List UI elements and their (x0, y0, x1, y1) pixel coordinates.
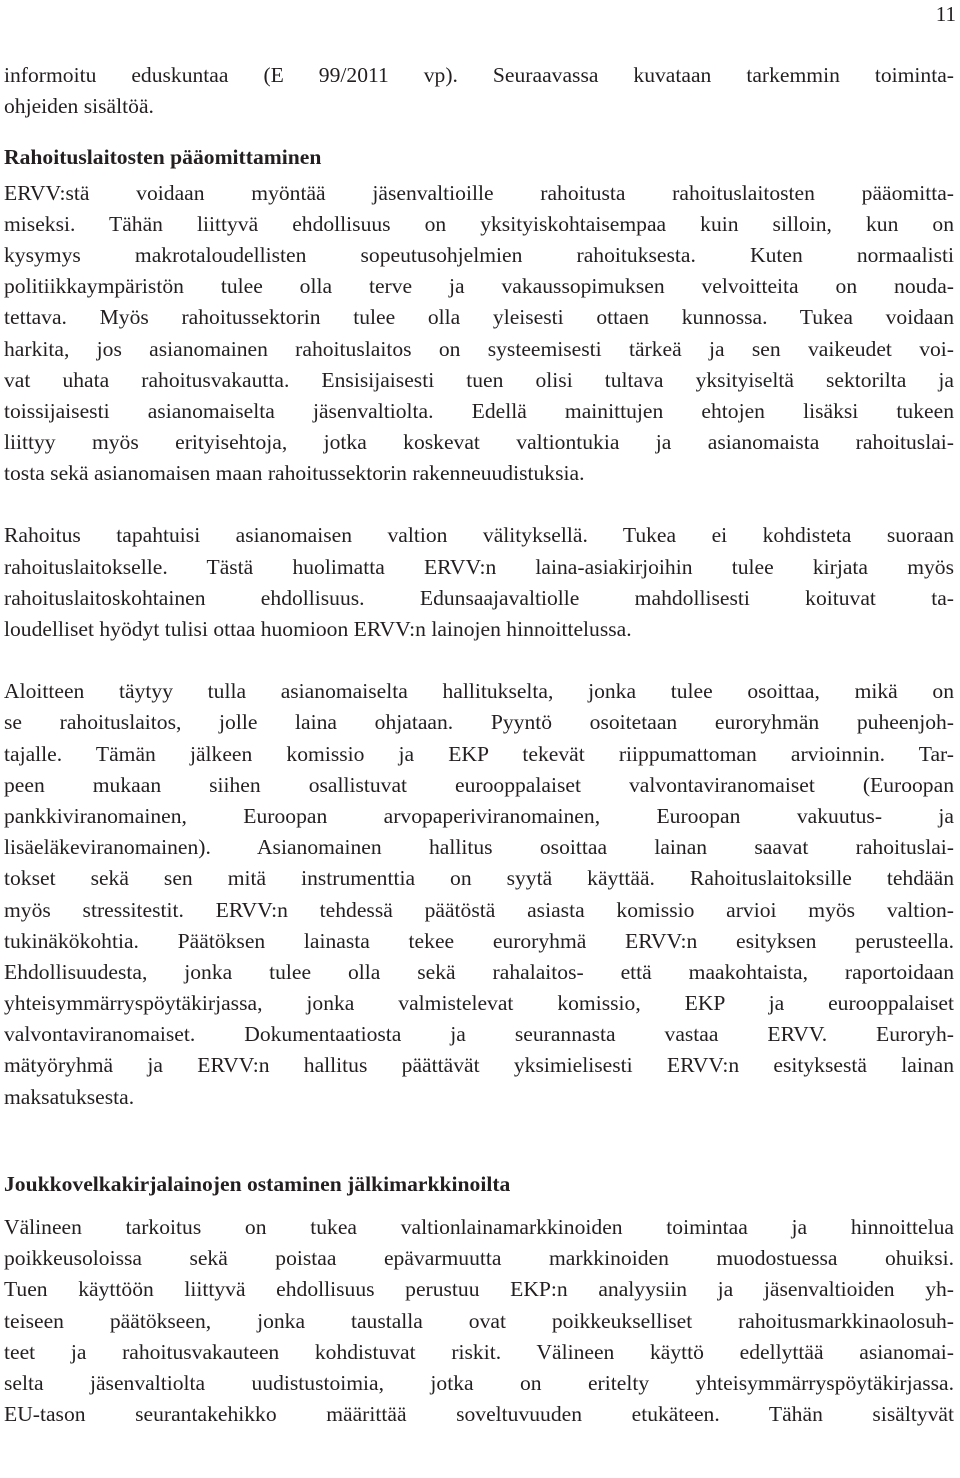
paragraph (4, 676, 954, 1113)
text-line: liittyy myös erityisehtoja, jotka koskevat valtiontukia ja asianomaista rahoituslai- (4, 430, 954, 455)
section-heading: Rahoituslaitosten pääomittaminen (4, 145, 322, 170)
text-line: tukinäkökohtia. Päätöksen lainasta tekee euroryhmä ERVV:n esityksen perusteella. (4, 928, 954, 953)
text-line: Välineen tarkoitus on tukea valtionlainamarkkinoiden toimintaa ja hinnoittelua (4, 1215, 954, 1239)
block-spacer (4, 1200, 954, 1212)
page-number: 11 (935, 2, 956, 26)
text-line: lisäeläkeviranomainen). Asianomainen hallitus osoittaa lainan saavat rahoituslai- (4, 835, 954, 860)
paragraph (4, 60, 954, 122)
text-line: loudelliset hyödyt tulisi ottaa huomioon ERVV:n lainojen hinnoittelussa. (4, 617, 632, 641)
text-line: kysymys makrotaloudellisten sopeutusohjelmien rahoituksesta. Kuten normaalisti (4, 242, 954, 267)
text-line: teet ja rahoitusvakauteen kohdistuvat riskit. Välineen käyttö edellyttää asianomai- (4, 1339, 954, 1364)
block-spacer (4, 645, 954, 676)
text-line: tokset sekä sen mitä instrumenttia on syytä käyttää. Rahoituslaitoksille tehdään (4, 866, 954, 891)
text-line: maksatuksesta. (4, 1084, 135, 1109)
text-line: tajalle. Tämän jälkeen komissio ja EKP tekevät riippumattoman arvioinnin. Tar- (4, 741, 954, 766)
block-spacer (4, 1113, 954, 1169)
text-line: toissijaisesti asianomaiselta jäsenvaltiolta. Edellä mainittujen ehtojen lisäksi tukeen (4, 398, 954, 423)
text-line: ohjeiden sisältöä. (4, 94, 154, 119)
text-line: politiikkaympäristön tulee olla terve ja vakaussopimuksen velvoitteita on nouda- (4, 274, 954, 299)
text-line: selta jäsenvaltiolta uudistustoimia, jotka on eritelty yhteisymmärryspöytäkirjassa. (4, 1370, 954, 1395)
text-line: se rahoituslaitos, jolle laina ohjataan. Pyyntö osoitetaan euroryhmän puheenjoh- (4, 710, 954, 735)
text-line: informoitu eduskuntaa (E 99/2011 vp). Seuraavassa kuvataan tarkemmin toiminta- (4, 63, 954, 87)
text-line: Rahoitus tapahtuisi asianomaisen valtion välityksellä. Tukea ei kohdisteta suoraan (4, 523, 954, 548)
paragraph (4, 178, 954, 490)
text-line: mätyöryhmä ja ERVV:n hallitus päättävät yksimielisesti ERVV:n esityksestä lainan (4, 1053, 954, 1078)
text-line: Ehdollisuudesta, jonka tulee olla sekä rahalaitos- että maakohtaista, raportoidaan (4, 959, 954, 984)
text-line: ERVV:stä voidaan myöntää jäsenvaltioille rahoitusta rahoituslaitosten pääomitta- (4, 180, 954, 205)
text-line: Tuen käyttöön liittyvä ehdollisuus perustuu EKP:n analyysiin ja jäsenvaltioiden yh- (4, 1277, 954, 1302)
text-line: pankkiviranomainen, Euroopan arvopaperiviranomainen, Euroopan vakuutus- ja (4, 803, 954, 828)
text-line: harkita, jos asianomainen rahoituslaitos on systeemisesti tärkeä ja sen vaikeudet voi- (4, 336, 954, 361)
text-line: Aloitteen täytyy tulla asianomaiselta hallitukselta, jonka tulee osoittaa, mikä on (4, 679, 954, 704)
paragraph (4, 520, 954, 645)
section-heading: Joukkovelkakirjalainojen ostaminen jälkimarkkinoilta (4, 1171, 511, 1196)
text-line: peen mukaan siihen osallistuvat eurooppalaiset valvontaviranomaiset (Euroopan (4, 772, 954, 797)
block-spacer (4, 122, 954, 142)
text-line: miseksi. Tähän liittyvä ehdollisuus on yksityiskohtaisempaa kuin silloin, kun on (4, 211, 954, 236)
text-line: teiseen päätökseen, jonka taustalla ovat poikkeukselliset rahoitusmarkkinaolosuh- (4, 1308, 954, 1333)
text-line: poikkeusoloissa sekä poistaa epävarmuutta markkinoiden muodostuessa ohuiksi. (4, 1246, 954, 1271)
paragraph (4, 1212, 954, 1430)
text-line: tettava. Myös rahoitussektorin tulee olla yleisesti ottaen kunnossa. Tukea voidaan (4, 305, 954, 330)
text-line: valvontaviranomaiset. Dokumentaatiosta ja seurannasta vastaa ERVV. Euroryh- (4, 1022, 954, 1047)
text-line: vat uhata rahoitusvakautta. Ensisijaisesti tuen olisi tultava yksityiseltä sektorilta ja (4, 367, 954, 392)
block-spacer (4, 489, 954, 520)
text-line: rahoituslaitokselle. Tästä huolimatta ERVV:n laina-asiakirjoihin tulee kirjata myös (4, 554, 954, 579)
text-line: tosta sekä asianomaisen maan rahoitussektorin rakenneuudistuksia. (4, 461, 585, 486)
text-line: myös stressitestit. ERVV:n tehdessä päätöstä asiasta komissio arvioi myös valtion- (4, 897, 954, 922)
text-line: rahoituslaitoskohtainen ehdollisuus. Edunsaajavaltiolle mahdollisesti koituvat ta- (4, 585, 954, 610)
text-line: EU-tason seurantakehikko määrittää soveltuvuuden etukäteen. Tähän sisältyvät (4, 1402, 954, 1427)
document-body (4, 60, 954, 1430)
text-line: yhteisymmärryspöytäkirjassa, jonka valmistelevat komissio, EKP ja eurooppalaiset (4, 991, 954, 1016)
